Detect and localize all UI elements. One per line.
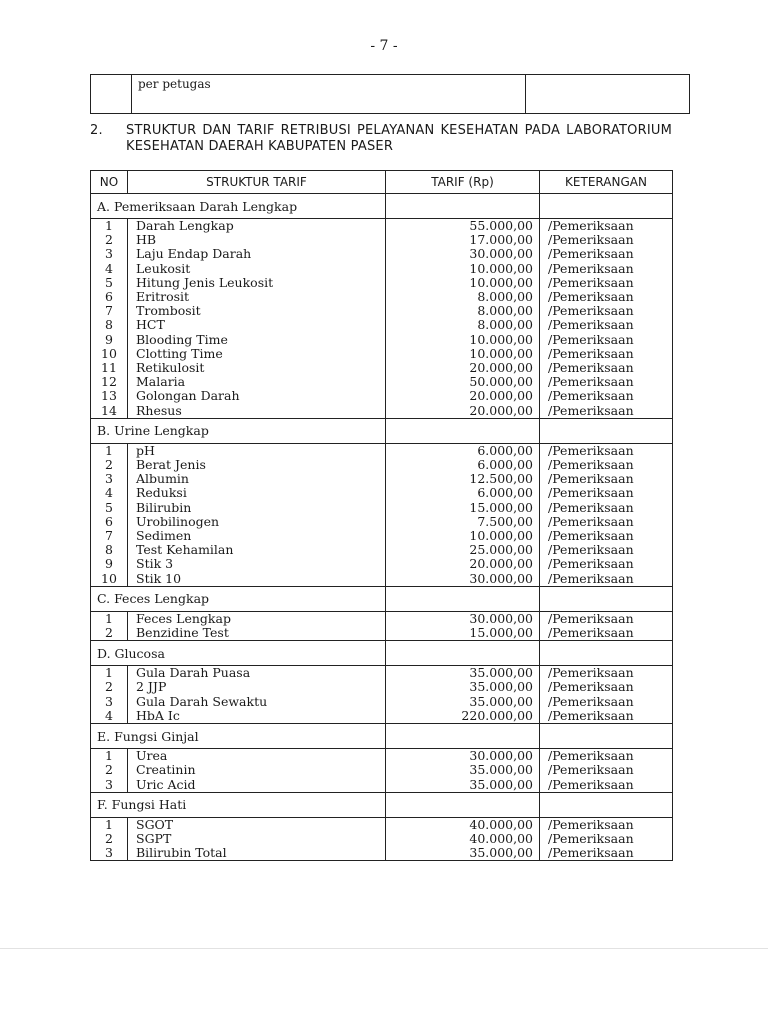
item-tarif: 10.000,00 [386, 262, 540, 276]
table-row [91, 262, 673, 276]
item-tarif: 20.000,00 [386, 404, 540, 419]
item-name: Uric Acid [128, 778, 386, 793]
table-row [91, 695, 673, 709]
item-keterangan: /Pemeriksaan [540, 515, 673, 529]
item-keterangan: /Pemeriksaan [540, 361, 673, 375]
top-no-cell [91, 75, 132, 114]
category-ket-blank [540, 418, 673, 443]
item-tarif: 20.000,00 [386, 361, 540, 375]
item-tarif: 40.000,00 [386, 832, 540, 846]
item-no: 6 [91, 290, 128, 304]
table-row [91, 832, 673, 846]
item-name: Clotting Time [128, 347, 386, 361]
item-no: 3 [91, 778, 128, 793]
table-row [91, 572, 673, 587]
item-name: Malaria [128, 375, 386, 389]
category-row [91, 418, 673, 443]
table-row [91, 247, 673, 261]
item-name: HB [128, 233, 386, 247]
item-no: 4 [91, 486, 128, 500]
item-keterangan: /Pemeriksaan [540, 290, 673, 304]
page-number: - 7 - [370, 38, 398, 54]
item-name: Hitung Jenis Leukosit [128, 276, 386, 290]
item-no: 1 [91, 611, 128, 626]
item-no: 5 [91, 276, 128, 290]
item-tarif: 30.000,00 [386, 572, 540, 587]
category-row [91, 641, 673, 666]
item-name: HbA Ic [128, 709, 386, 724]
item-name: Test Kehamilan [128, 543, 386, 557]
category-tarif-blank [386, 724, 540, 749]
table-row [91, 443, 673, 458]
item-keterangan: /Pemeriksaan [540, 749, 673, 764]
item-no: 11 [91, 361, 128, 375]
item-keterangan: /Pemeriksaan [540, 501, 673, 515]
table-row [91, 276, 673, 290]
item-name: Sedimen [128, 529, 386, 543]
table-row [91, 763, 673, 777]
item-tarif: 8.000,00 [386, 318, 540, 332]
item-tarif: 35.000,00 [386, 763, 540, 777]
item-tarif: 10.000,00 [386, 347, 540, 361]
table-row [91, 543, 673, 557]
table-row [91, 515, 673, 529]
table-row [91, 375, 673, 389]
item-tarif: 10.000,00 [386, 276, 540, 290]
item-no: 9 [91, 557, 128, 571]
table-row [91, 219, 673, 234]
table-row [91, 361, 673, 375]
item-name: Reduksi [128, 486, 386, 500]
previous-table-continuation [90, 74, 690, 114]
item-keterangan: /Pemeriksaan [540, 458, 673, 472]
item-keterangan: /Pemeriksaan [540, 763, 673, 777]
item-name: Feces Lengkap [128, 611, 386, 626]
item-keterangan: /Pemeriksaan [540, 404, 673, 419]
item-keterangan: /Pemeriksaan [540, 443, 673, 458]
item-no: 5 [91, 501, 128, 515]
item-keterangan: /Pemeriksaan [540, 543, 673, 557]
category-ket-blank [540, 194, 673, 219]
table-row [91, 304, 673, 318]
item-name: SGOT [128, 817, 386, 832]
item-tarif: 25.000,00 [386, 543, 540, 557]
item-no: 14 [91, 404, 128, 419]
table-row [91, 626, 673, 641]
item-tarif: 6.000,00 [386, 486, 540, 500]
table-row [91, 290, 673, 304]
item-name: Stik 10 [128, 572, 386, 587]
item-tarif: 8.000,00 [386, 290, 540, 304]
item-name: Benzidine Test [128, 626, 386, 641]
item-name: Blooding Time [128, 333, 386, 347]
item-keterangan: /Pemeriksaan [540, 333, 673, 347]
table-row [91, 501, 673, 515]
item-keterangan: /Pemeriksaan [540, 375, 673, 389]
item-keterangan: /Pemeriksaan [540, 680, 673, 694]
top-ket-cell [526, 75, 690, 114]
item-keterangan: /Pemeriksaan [540, 262, 673, 276]
category-title: F. Fungsi Hati [91, 792, 386, 817]
table-row [91, 486, 673, 500]
item-keterangan: /Pemeriksaan [540, 472, 673, 486]
table-row [91, 817, 673, 832]
item-name: Creatinin [128, 763, 386, 777]
item-tarif: 10.000,00 [386, 333, 540, 347]
item-name: Leukosit [128, 262, 386, 276]
item-no: 8 [91, 318, 128, 332]
item-keterangan: /Pemeriksaan [540, 304, 673, 318]
item-tarif: 6.000,00 [386, 458, 540, 472]
item-no: 1 [91, 219, 128, 234]
header-keterangan: KETERANGAN [540, 171, 673, 194]
item-tarif: 35.000,00 [386, 666, 540, 681]
page-bottom-divider [0, 948, 768, 949]
category-ket-blank [540, 641, 673, 666]
item-keterangan: /Pemeriksaan [540, 626, 673, 641]
item-keterangan: /Pemeriksaan [540, 666, 673, 681]
section-number: 2. [90, 123, 103, 138]
header-tarif: TARIF (Rp) [386, 171, 540, 194]
item-name: Gula Darah Puasa [128, 666, 386, 681]
category-ket-blank [540, 792, 673, 817]
item-no: 10 [91, 347, 128, 361]
item-no: 3 [91, 695, 128, 709]
item-tarif: 17.000,00 [386, 233, 540, 247]
item-name: Albumin [128, 472, 386, 486]
item-tarif: 7.500,00 [386, 515, 540, 529]
table-row [91, 557, 673, 571]
item-keterangan: /Pemeriksaan [540, 709, 673, 724]
item-keterangan: /Pemeriksaan [540, 219, 673, 234]
category-tarif-blank [386, 792, 540, 817]
item-no: 12 [91, 375, 128, 389]
item-no: 2 [91, 763, 128, 777]
table-header-row [91, 171, 673, 194]
item-no: 2 [91, 680, 128, 694]
item-keterangan: /Pemeriksaan [540, 832, 673, 846]
item-name: Stik 3 [128, 557, 386, 571]
item-name: SGPT [128, 832, 386, 846]
item-no: 2 [91, 832, 128, 846]
item-name: Darah Lengkap [128, 219, 386, 234]
category-tarif-blank [386, 641, 540, 666]
item-no: 4 [91, 709, 128, 724]
item-tarif: 220.000,00 [386, 709, 540, 724]
category-tarif-blank [386, 586, 540, 611]
table-row [91, 347, 673, 361]
header-struktur-tarif: STRUKTUR TARIF [128, 171, 386, 194]
item-keterangan: /Pemeriksaan [540, 695, 673, 709]
tariff-table [90, 170, 673, 861]
category-title: D. Glucosa [91, 641, 386, 666]
item-name: Golongan Darah [128, 389, 386, 403]
item-keterangan: /Pemeriksaan [540, 817, 673, 832]
category-title: A. Pemeriksaan Darah Lengkap [91, 194, 386, 219]
category-tarif-blank [386, 194, 540, 219]
item-no: 2 [91, 458, 128, 472]
item-no: 7 [91, 529, 128, 543]
item-keterangan: /Pemeriksaan [540, 611, 673, 626]
item-name: Retikulosit [128, 361, 386, 375]
item-name: Urobilinogen [128, 515, 386, 529]
item-name: pH [128, 443, 386, 458]
item-keterangan: /Pemeriksaan [540, 529, 673, 543]
item-no: 2 [91, 626, 128, 641]
item-tarif: 15.000,00 [386, 626, 540, 641]
table-row [91, 472, 673, 486]
item-keterangan: /Pemeriksaan [540, 389, 673, 403]
table-row [91, 233, 673, 247]
item-keterangan: /Pemeriksaan [540, 276, 673, 290]
category-ket-blank [540, 586, 673, 611]
item-tarif: 35.000,00 [386, 778, 540, 793]
item-no: 8 [91, 543, 128, 557]
table-row [91, 458, 673, 472]
item-tarif: 10.000,00 [386, 529, 540, 543]
item-tarif: 30.000,00 [386, 749, 540, 764]
section-heading [90, 123, 672, 155]
item-no: 7 [91, 304, 128, 318]
category-row [91, 586, 673, 611]
item-keterangan: /Pemeriksaan [540, 572, 673, 587]
table-row [91, 846, 673, 861]
table-row [91, 680, 673, 694]
item-no: 10 [91, 572, 128, 587]
table-row [91, 389, 673, 403]
item-tarif: 30.000,00 [386, 611, 540, 626]
item-no: 3 [91, 472, 128, 486]
table-row [91, 611, 673, 626]
item-tarif: 40.000,00 [386, 817, 540, 832]
item-no: 1 [91, 443, 128, 458]
category-title: B. Urine Lengkap [91, 418, 386, 443]
category-title: C. Feces Lengkap [91, 586, 386, 611]
table-row [91, 778, 673, 793]
item-tarif: 20.000,00 [386, 557, 540, 571]
table-row [91, 709, 673, 724]
item-keterangan: /Pemeriksaan [540, 486, 673, 500]
item-name: Urea [128, 749, 386, 764]
item-tarif: 20.000,00 [386, 389, 540, 403]
table-row [91, 404, 673, 419]
item-name: HCT [128, 318, 386, 332]
item-tarif: 12.500,00 [386, 472, 540, 486]
item-tarif: 35.000,00 [386, 695, 540, 709]
item-keterangan: /Pemeriksaan [540, 318, 673, 332]
item-name: Bilirubin Total [128, 846, 386, 861]
item-keterangan: /Pemeriksaan [540, 233, 673, 247]
item-tarif: 8.000,00 [386, 304, 540, 318]
item-no: 2 [91, 233, 128, 247]
top-label-cell: per petugas [132, 75, 526, 114]
category-row [91, 724, 673, 749]
item-tarif: 6.000,00 [386, 443, 540, 458]
item-keterangan: /Pemeriksaan [540, 247, 673, 261]
item-no: 3 [91, 846, 128, 861]
item-no: 1 [91, 749, 128, 764]
item-tarif: 30.000,00 [386, 247, 540, 261]
item-no: 4 [91, 262, 128, 276]
item-name: Gula Darah Sewaktu [128, 695, 386, 709]
header-no: NO [91, 171, 128, 194]
item-name: Rhesus [128, 404, 386, 419]
item-keterangan: /Pemeriksaan [540, 778, 673, 793]
item-keterangan: /Pemeriksaan [540, 347, 673, 361]
item-name: 2 JJP [128, 680, 386, 694]
item-tarif: 35.000,00 [386, 846, 540, 861]
item-no: 13 [91, 389, 128, 403]
item-no: 9 [91, 333, 128, 347]
category-row [91, 194, 673, 219]
table-row [91, 333, 673, 347]
category-ket-blank [540, 724, 673, 749]
item-no: 6 [91, 515, 128, 529]
category-row [91, 792, 673, 817]
table-row [91, 666, 673, 681]
item-name: Eritrosit [128, 290, 386, 304]
item-name: Bilirubin [128, 501, 386, 515]
category-title: E. Fungsi Ginjal [91, 724, 386, 749]
item-keterangan: /Pemeriksaan [540, 557, 673, 571]
table-row [91, 318, 673, 332]
item-no: 3 [91, 247, 128, 261]
item-no: 1 [91, 817, 128, 832]
item-tarif: 55.000,00 [386, 219, 540, 234]
item-name: Berat Jenis [128, 458, 386, 472]
item-name: Laju Endap Darah [128, 247, 386, 261]
item-keterangan: /Pemeriksaan [540, 846, 673, 861]
table-row [91, 529, 673, 543]
item-tarif: 50.000,00 [386, 375, 540, 389]
category-tarif-blank [386, 418, 540, 443]
item-name: Trombosit [128, 304, 386, 318]
item-no: 1 [91, 666, 128, 681]
section-title: STRUKTUR DAN TARIF RETRIBUSI PELAYANAN KESEHATAN PADA LABORATORIUM KESEHATAN DAERAH KABUPATEN PASER [126, 123, 672, 154]
item-tarif: 15.000,00 [386, 501, 540, 515]
table-row [91, 749, 673, 764]
item-tarif: 35.000,00 [386, 680, 540, 694]
